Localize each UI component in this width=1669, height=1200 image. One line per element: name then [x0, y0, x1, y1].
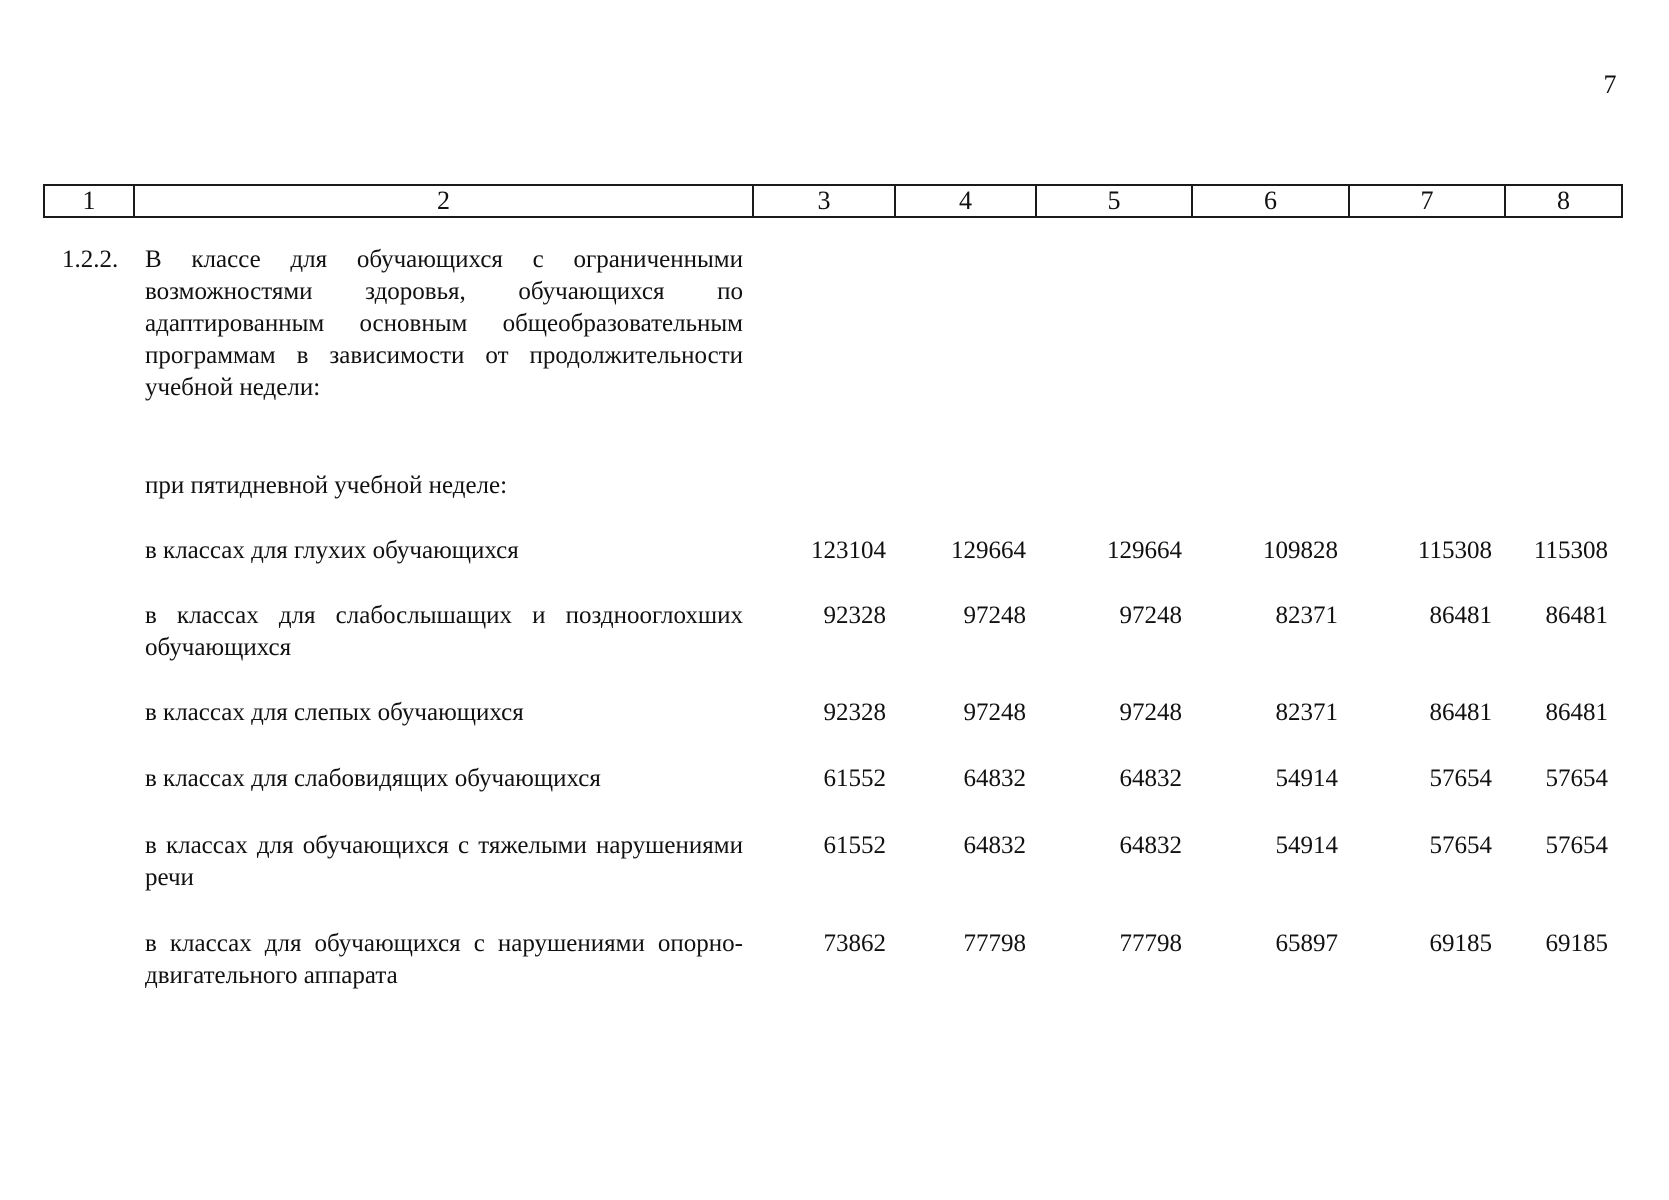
- header-col-2: 2: [134, 185, 753, 217]
- row-value-col-7: 69185: [1429, 930, 1492, 957]
- row-value-col-6: 82371: [1275, 699, 1338, 726]
- row-value-col-7: 86481: [1429, 602, 1492, 629]
- row-label: в классах для обучающихся с тяжелыми нарушениями речи: [145, 832, 743, 891]
- header-col-4: 4: [895, 185, 1036, 217]
- section-text: В классе для обучающихся с ограниченными возможностями здоровья, обучающихся по адаптированным основным общеобразовательным программам в зависимости от продолжительности учебной недели:: [145, 246, 743, 401]
- header-col-7: 7: [1349, 185, 1505, 217]
- row-label: в классах для обучающихся с нарушениями опорно-двигательного аппарата: [145, 930, 743, 989]
- row-label: в классах для слабовидящих обучающихся: [145, 765, 601, 792]
- row-value-col-6: 54914: [1275, 832, 1338, 859]
- row-value-col-8: 86481: [1545, 602, 1608, 629]
- row-value-col-4: 129664: [951, 537, 1026, 564]
- row-value-col-5: 77798: [1119, 930, 1182, 957]
- row-value-col-6: 54914: [1275, 765, 1338, 792]
- row-value-col-4: 64832: [963, 765, 1026, 792]
- row-value-col-7: 86481: [1429, 699, 1492, 726]
- column-number-header: [43, 184, 1623, 218]
- row-value-col-4: 64832: [963, 832, 1026, 859]
- row-value-col-4: 97248: [963, 602, 1026, 629]
- row-value-col-3: 73862: [823, 930, 886, 957]
- header-col-1: 1: [44, 185, 134, 217]
- row-value-col-4: 77798: [963, 930, 1026, 957]
- page-number: 7: [1603, 70, 1617, 99]
- row-value-col-5: 64832: [1119, 765, 1182, 792]
- row-value-col-6: 65897: [1275, 930, 1338, 957]
- row-value-col-8: 57654: [1545, 765, 1608, 792]
- row-value-col-4: 97248: [963, 699, 1026, 726]
- row-value-col-3: 61552: [823, 832, 886, 859]
- row-value-col-3: 92328: [823, 699, 886, 726]
- row-value-col-5: 97248: [1119, 602, 1182, 629]
- row-value-col-8: 57654: [1545, 832, 1608, 859]
- row-value-col-7: 57654: [1429, 832, 1492, 859]
- row-value-col-3: 92328: [823, 602, 886, 629]
- header-col-5: 5: [1036, 185, 1192, 217]
- section-number: 1.2.2.: [62, 246, 119, 273]
- row-label: в классах для слепых обучающихся: [145, 699, 524, 726]
- row-value-col-8: 86481: [1545, 699, 1608, 726]
- row-value-col-8: 69185: [1545, 930, 1608, 957]
- header-col-6: 6: [1192, 185, 1349, 217]
- row-value-col-5: 97248: [1119, 699, 1182, 726]
- section-subheading: при пятидневной учебной неделе:: [145, 472, 508, 499]
- row-label: в классах для глухих обучающихся: [145, 537, 519, 564]
- row-value-col-3: 61552: [823, 765, 886, 792]
- row-value-col-6: 82371: [1275, 602, 1338, 629]
- row-value-col-5: 64832: [1119, 832, 1182, 859]
- header-col-8: 8: [1505, 185, 1622, 217]
- row-value-col-7: 57654: [1429, 765, 1492, 792]
- row-value-col-3: 123104: [811, 537, 886, 564]
- header-col-3: 3: [753, 185, 895, 217]
- row-value-col-8: 115308: [1533, 537, 1608, 564]
- row-value-col-5: 129664: [1107, 537, 1182, 564]
- row-value-col-7: 115308: [1417, 537, 1492, 564]
- row-value-col-6: 109828: [1263, 537, 1338, 564]
- row-label: в классах для слабослышащих и позднооглохших обучающихся: [145, 602, 743, 661]
